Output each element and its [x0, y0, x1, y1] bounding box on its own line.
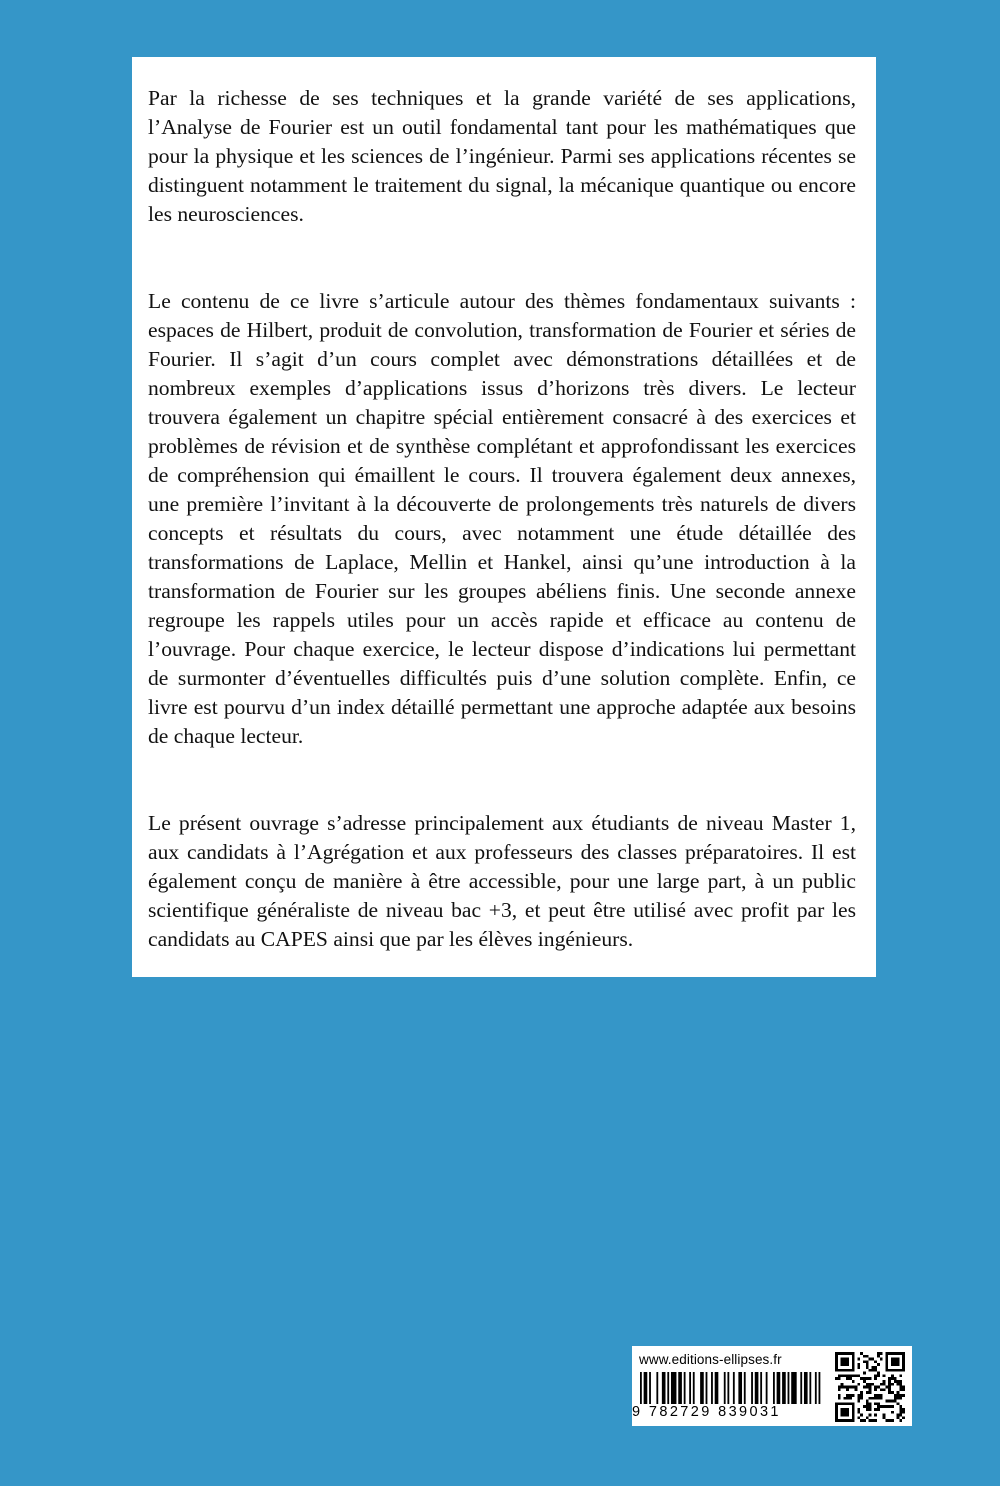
qr-module [874, 1408, 877, 1411]
qr-module [857, 1416, 860, 1419]
qr-module [869, 1388, 872, 1391]
qr-module [877, 1355, 880, 1358]
qr-module [869, 1408, 872, 1411]
qr-module [880, 1388, 883, 1391]
barcode-bar [656, 1372, 658, 1404]
qr-module [871, 1366, 874, 1369]
qr-module [857, 1394, 860, 1397]
qr-module [869, 1397, 872, 1400]
qr-module [883, 1380, 886, 1383]
qr-module [880, 1358, 883, 1361]
qr-module [891, 1419, 894, 1422]
qr-module [855, 1386, 858, 1389]
qr-module [877, 1397, 880, 1400]
qr-module [899, 1394, 902, 1397]
qr-module [899, 1411, 902, 1414]
qr-module [894, 1400, 897, 1403]
qr-module [852, 1380, 855, 1383]
qr-module [846, 1388, 849, 1391]
qr-module [855, 1374, 858, 1377]
qr-module [874, 1414, 877, 1417]
barcode-bar [815, 1372, 817, 1404]
qr-module [871, 1358, 874, 1361]
publisher-barcode-block [632, 1346, 912, 1426]
qr-module [849, 1394, 852, 1397]
qr-module [866, 1366, 869, 1369]
qr-module [874, 1366, 877, 1369]
qr-module [846, 1394, 849, 1397]
qr-module [891, 1400, 894, 1403]
barcode-bar [678, 1372, 682, 1404]
barcode-bar [738, 1372, 742, 1404]
barcode-bar [667, 1372, 669, 1404]
qr-module [841, 1358, 849, 1366]
qr-module [869, 1377, 872, 1380]
qr-module [866, 1360, 869, 1363]
barcode-bar [671, 1372, 676, 1404]
paragraph-audience: Le présent ouvrage s’adresse principalement aux étudiants de niveau Master 1, aux candidats à l’Agrégation et aux professeurs des classes préparatoires. Il est également conçu de manière à être accessible, pour une large part, à un public scientifique généraliste de niveau bac +3, et peut être utilisé avec profit par les candidats au CAPES ainsi que par les élèves ingénieurs. [148, 811, 856, 951]
paragraph-intro: Par la richesse de ses techniques et la grande variété de ses applications, l’Analyse de Fourier est un outil fondamental tant pour les mathématiques que pour la physique et les sciences de l’ingénieur. Parmi ses applications récentes se distinguent notamment le traitement du signal, la mécanique quantique ou encore les neurosciences. [148, 86, 856, 226]
qr-module [897, 1394, 900, 1397]
qr-module [891, 1358, 899, 1366]
qr-module [843, 1374, 846, 1377]
barcode-bar [751, 1372, 753, 1404]
qr-module [866, 1383, 869, 1386]
description-panel [132, 57, 876, 977]
qr-module [869, 1391, 872, 1394]
qr-module [899, 1405, 902, 1408]
qr-module [849, 1374, 852, 1377]
qr-module [838, 1374, 841, 1377]
qr-module [899, 1408, 902, 1411]
barcode-bar [711, 1372, 713, 1404]
qr-code-icon[interactable] [835, 1352, 905, 1422]
qr-module [902, 1386, 905, 1389]
qr-module [888, 1419, 891, 1422]
qr-module [835, 1377, 838, 1380]
qr-module [891, 1383, 894, 1386]
qr-module [877, 1363, 880, 1366]
qr-module [860, 1419, 863, 1422]
qr-module [857, 1366, 860, 1369]
qr-module [863, 1355, 866, 1358]
qr-module [849, 1377, 852, 1380]
qr-module [899, 1386, 902, 1389]
qr-module [849, 1386, 852, 1389]
qr-module [877, 1352, 880, 1355]
qr-module [874, 1402, 877, 1405]
qr-module [874, 1360, 877, 1363]
qr-module [863, 1380, 866, 1383]
qr-module [855, 1388, 858, 1391]
qr-module [897, 1402, 900, 1405]
qr-module [863, 1372, 866, 1375]
qr-module [863, 1377, 866, 1380]
qr-module [902, 1408, 905, 1411]
qr-module [880, 1394, 883, 1397]
qr-module [880, 1383, 883, 1386]
barcode-bar [689, 1372, 691, 1404]
qr-module [891, 1411, 894, 1414]
qr-module [874, 1388, 877, 1391]
qr-module [857, 1400, 860, 1403]
qr-module [869, 1383, 872, 1386]
qr-module [902, 1411, 905, 1414]
qr-module [863, 1419, 866, 1422]
qr-module [877, 1408, 880, 1411]
barcode-bar [755, 1372, 759, 1404]
qr-module [866, 1355, 869, 1358]
qr-module [874, 1369, 877, 1372]
qr-module [885, 1405, 888, 1408]
qr-module [863, 1386, 866, 1389]
qr-module [869, 1419, 872, 1422]
barcode-bar [662, 1372, 666, 1404]
qr-module [883, 1405, 886, 1408]
qr-module [888, 1405, 891, 1408]
qr-module [869, 1402, 872, 1405]
qr-module [869, 1414, 872, 1417]
qr-module [874, 1386, 877, 1389]
qr-module [866, 1386, 869, 1389]
qr-module [888, 1400, 891, 1403]
qr-module [852, 1374, 855, 1377]
qr-module [869, 1358, 872, 1361]
barcode-bar [809, 1372, 811, 1404]
qr-module [866, 1363, 869, 1366]
qr-module [857, 1358, 860, 1361]
qr-module [857, 1383, 860, 1386]
qr-module [866, 1377, 869, 1380]
qr-module [841, 1383, 844, 1386]
qr-module [871, 1383, 874, 1386]
qr-module [874, 1397, 877, 1400]
qr-module [860, 1377, 863, 1380]
qr-module [899, 1380, 902, 1383]
qr-module [899, 1374, 902, 1377]
qr-module [894, 1380, 897, 1383]
barcode-bar [800, 1372, 802, 1404]
qr-module [863, 1360, 866, 1363]
qr-module [841, 1408, 849, 1416]
qr-module [838, 1386, 841, 1389]
barcode-bar [744, 1372, 746, 1404]
barcode-icon [640, 1372, 824, 1404]
qr-module [838, 1388, 841, 1391]
qr-module [899, 1419, 902, 1422]
qr-module [871, 1419, 874, 1422]
qr-module [883, 1383, 886, 1386]
qr-module [857, 1374, 860, 1377]
barcode-bar [791, 1372, 796, 1404]
qr-module [891, 1377, 894, 1380]
qr-module [857, 1363, 860, 1366]
qr-module [866, 1408, 869, 1411]
qr-module [885, 1419, 888, 1422]
barcode-bar [715, 1372, 719, 1404]
qr-module [869, 1405, 872, 1408]
qr-module [902, 1394, 905, 1397]
barcode-bar [788, 1372, 790, 1404]
qr-module [869, 1386, 872, 1389]
qr-module [877, 1386, 880, 1389]
qr-module [888, 1388, 891, 1391]
qr-module [866, 1416, 869, 1419]
isbn-digits: 9 782729 839031 [632, 1404, 781, 1420]
qr-module [849, 1397, 852, 1400]
barcode-bar [773, 1372, 775, 1404]
qr-module [860, 1352, 863, 1355]
qr-module [883, 1414, 886, 1417]
qr-module [888, 1377, 891, 1380]
qr-module [860, 1414, 863, 1417]
qr-module [857, 1397, 860, 1400]
barcode-bar [706, 1372, 708, 1404]
qr-module [899, 1388, 902, 1391]
qr-module [888, 1386, 891, 1389]
qr-module [841, 1374, 844, 1377]
qr-module [860, 1397, 863, 1400]
qr-module [894, 1397, 897, 1400]
barcode-bar [766, 1372, 768, 1404]
qr-module [863, 1405, 866, 1408]
qr-module [866, 1402, 869, 1405]
publisher-website-link[interactable]: www.editions-ellipses.fr [639, 1352, 782, 1367]
qr-module [838, 1394, 841, 1397]
qr-module [880, 1397, 883, 1400]
qr-module [885, 1386, 888, 1389]
barcode-bar [644, 1372, 648, 1404]
qr-module [852, 1394, 855, 1397]
qr-module [902, 1388, 905, 1391]
barcode-bar [733, 1372, 735, 1404]
qr-module [891, 1391, 894, 1394]
qr-module [894, 1394, 897, 1397]
barcode-bar [724, 1372, 726, 1404]
qr-module [846, 1377, 849, 1380]
qr-module [871, 1369, 874, 1372]
qr-module [874, 1394, 877, 1397]
qr-module [897, 1414, 900, 1417]
qr-module [843, 1397, 846, 1400]
qr-module [860, 1394, 863, 1397]
qr-module [869, 1369, 872, 1372]
qr-module [897, 1383, 900, 1386]
qr-module [874, 1419, 877, 1422]
qr-module [866, 1400, 869, 1403]
qr-module [880, 1405, 883, 1408]
qr-module [852, 1386, 855, 1389]
barcode-bar [693, 1372, 695, 1404]
qr-module [899, 1397, 902, 1400]
barcode-bar [700, 1372, 704, 1404]
barcode-bar [819, 1372, 821, 1404]
qr-module [877, 1394, 880, 1397]
qr-module [838, 1397, 841, 1400]
qr-module [838, 1377, 841, 1380]
barcode-bar [760, 1372, 762, 1404]
qr-module [874, 1377, 877, 1380]
barcode-bar [804, 1372, 808, 1404]
qr-module [857, 1408, 860, 1411]
paragraph-contents: Le contenu de ce livre s’articule autour des thèmes fondamentaux suivants : espaces de Hilbert, produit de convolution, transformation de Fourier et séries de Fourier. Il s’agit d’un cours complet avec démonstrations détaillées et de nombreux exemples d’applications issus d’horizons très divers. Le lecteur trouvera également un chapitre spécial entièrement consacré à des exercices et problèmes de révision et de synthèse complétant et approfondissant les exercices de compréhension qui émaillent le cours. Il trouvera également deux annexes, une première l’invitant à la découverte de prolongements très naturels de divers concepts et résultats du cours, avec notamment une étude détaillée des transformations de Laplace, Mellin et Hankel, ainsi qu’une introduction à la transformation de Fourier sur les groupes abéliens finis. Une seconde annexe regroupe les rappels utiles pour un accès rapide et efficace au contenu de l’ouvrage. Pour chaque exercice, le lecteur dispose d’indications lui permettant de surmonter d’éventuelles difficultés puis d’une solution complète. Enfin, ce livre est pourvu d’un index détaillé permettant une approche adaptée aux besoins de chaque lecteur. [148, 289, 856, 748]
qr-module [888, 1391, 891, 1394]
barcode-bar [727, 1372, 729, 1404]
barcode-bar [684, 1372, 686, 1404]
qr-module [883, 1416, 886, 1419]
qr-module [902, 1416, 905, 1419]
qr-module [897, 1416, 900, 1419]
qr-module [880, 1352, 883, 1355]
qr-module [846, 1374, 849, 1377]
qr-module [841, 1386, 844, 1389]
qr-module [877, 1374, 880, 1377]
qr-module [897, 1397, 900, 1400]
barcode-bar [640, 1372, 642, 1404]
qr-module [866, 1391, 869, 1394]
qr-module [877, 1405, 880, 1408]
qr-module [871, 1397, 874, 1400]
barcode-bar [782, 1372, 786, 1404]
qr-module [866, 1405, 869, 1408]
qr-module [888, 1380, 891, 1383]
qr-module [846, 1386, 849, 1389]
qr-module [843, 1386, 846, 1389]
qr-module [885, 1400, 888, 1403]
qr-module [874, 1374, 877, 1377]
qr-module [883, 1388, 886, 1391]
barcode-bar [777, 1372, 781, 1404]
qr-module [894, 1377, 897, 1380]
qr-module [857, 1411, 860, 1414]
qr-module [897, 1380, 900, 1383]
qr-module [891, 1405, 894, 1408]
qr-module [877, 1372, 880, 1375]
qr-module [860, 1391, 863, 1394]
barcode-bar [649, 1372, 651, 1404]
qr-module [899, 1383, 902, 1386]
qr-module [891, 1374, 894, 1377]
qr-module [899, 1414, 902, 1417]
qr-module [877, 1402, 880, 1405]
qr-module [883, 1374, 886, 1377]
qr-module [888, 1383, 891, 1386]
qr-module [846, 1397, 849, 1400]
qr-module [897, 1391, 900, 1394]
